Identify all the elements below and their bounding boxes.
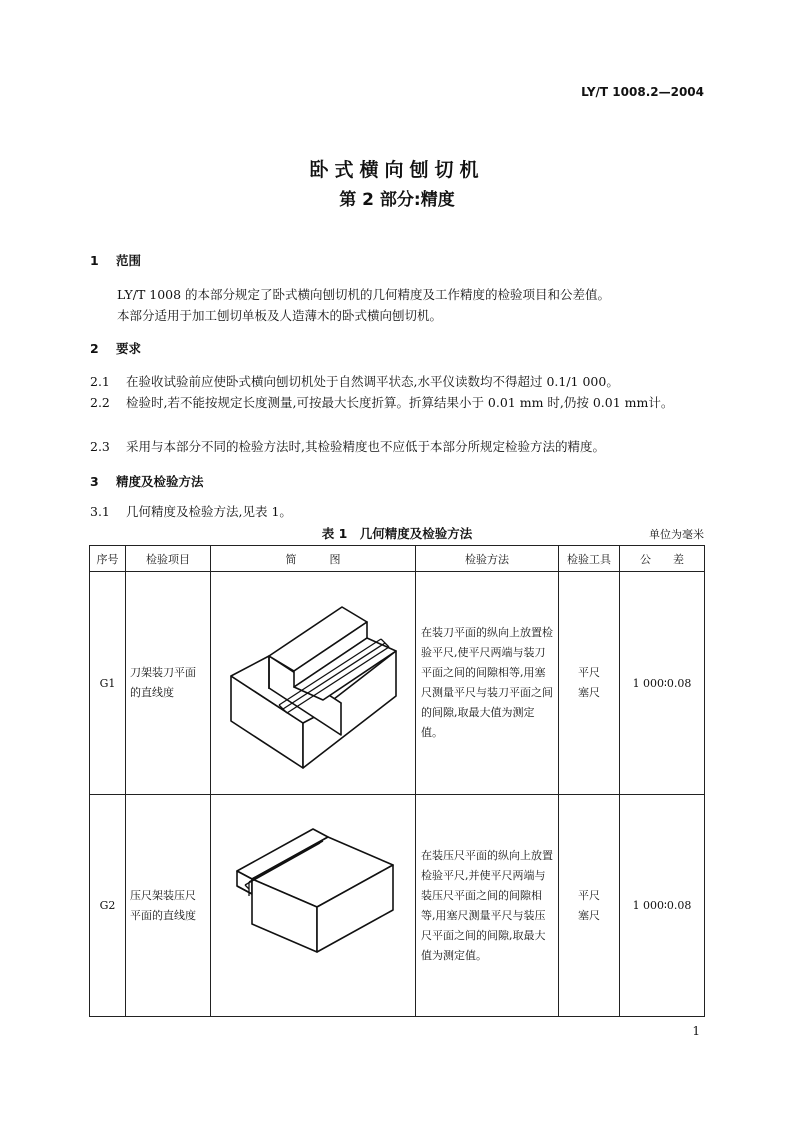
tool-name: 平尺 [578, 666, 600, 679]
paragraph: LY/T 1008 的本部分规定了卧式横向刨切机的几何精度及工作精度的检验项目和公差值。 [117, 287, 611, 302]
tool-name: 塞尺 [578, 686, 600, 699]
standard-code: LY/T 1008.2—2004 [581, 85, 704, 99]
row-item: 刀架装刀平面的直线度 [126, 572, 211, 795]
section-number: 3 [90, 474, 99, 489]
row-tolerance: 1 000∶0.08 [620, 795, 705, 1017]
section-2-heading [90, 339, 141, 357]
table-unit: 单位为毫米 [649, 528, 704, 541]
clause-text: 在验收试验前应使卧式横向刨切机处于自然调平状态,水平仪读数均不得超过 0.1/1 000。 [126, 374, 619, 389]
page-number: 1 [692, 1024, 700, 1038]
header-item: 检验项目 [126, 546, 211, 572]
row-seq: G1 [90, 572, 126, 795]
row-diagram [211, 795, 416, 1017]
section-title: 要求 [116, 341, 142, 356]
tool-name: 平尺 [578, 888, 600, 902]
clause [90, 436, 706, 457]
clause-text: 几何精度及检验方法,见表 1。 [126, 504, 292, 519]
clause-number: 3.1 [90, 504, 110, 519]
clause [90, 501, 706, 522]
pressure-bar-diagram [215, 824, 411, 984]
table-row [90, 572, 705, 795]
clause-text: 检验时,若不能按规定长度测量,可按最大长度折算。折算结果小于 0.01 mm 时,仍按 0.01 mm计。 [126, 395, 674, 410]
header-seq: 序号 [90, 546, 126, 572]
row-method: 在装压尺平面的纵向上放置检验平尺,并使平尺两端与装压尺平面之间的间隙相等,用塞尺测量平尺与装压尺平面之间的间隙,取最大值为测定值。 [416, 795, 559, 1017]
section-title: 精度及检验方法 [116, 474, 204, 489]
row-seq: G2 [90, 795, 126, 1017]
header-tool: 检验工具 [559, 546, 620, 572]
header-tolerance: 公 差 [620, 546, 705, 572]
row-method: 在装刀平面的纵向上放置检验平尺,使平尺两端与装刀平面之间的间隙相等,用塞尺测量平尺与装刀平面之间的间隙,取最大值为测定值。 [416, 572, 559, 795]
row-tool [559, 572, 620, 795]
section-1-heading [90, 251, 141, 269]
section-3-heading [90, 472, 204, 490]
section-number: 2 [90, 341, 99, 356]
document-title: 卧式横向刨切机 [309, 159, 485, 181]
paragraph: 本部分适用于加工刨切单板及人造薄木的卧式横向刨切机。 [117, 308, 443, 323]
tool-rest-diagram [215, 582, 411, 782]
section-number: 1 [90, 253, 99, 268]
header-method: 检验方法 [416, 546, 559, 572]
clause-number: 2.1 [90, 374, 110, 389]
clause-text: 采用与本部分不同的检验方法时,其检验精度也不应低于本部分所规定检验方法的精度。 [126, 439, 605, 454]
clause [90, 392, 706, 413]
row-diagram [211, 572, 416, 795]
row-tool [559, 795, 620, 1017]
header-diagram: 简 图 [211, 546, 416, 572]
tool-name: 塞尺 [578, 908, 600, 922]
row-item: 压尺架装压尺平面的直线度 [126, 795, 211, 1017]
clause-number: 2.2 [90, 395, 110, 410]
clause [90, 371, 706, 392]
precision-table [89, 545, 705, 1017]
table-row [90, 795, 705, 1017]
document-subtitle: 第 2 部分:精度 [339, 190, 455, 210]
row-tolerance: 1 000∶0.08 [620, 572, 705, 795]
table-header-row [90, 546, 705, 572]
clause-number: 2.3 [90, 439, 110, 454]
table-caption: 表 1 几何精度及检验方法 [321, 526, 473, 541]
section-title: 范围 [116, 253, 142, 268]
